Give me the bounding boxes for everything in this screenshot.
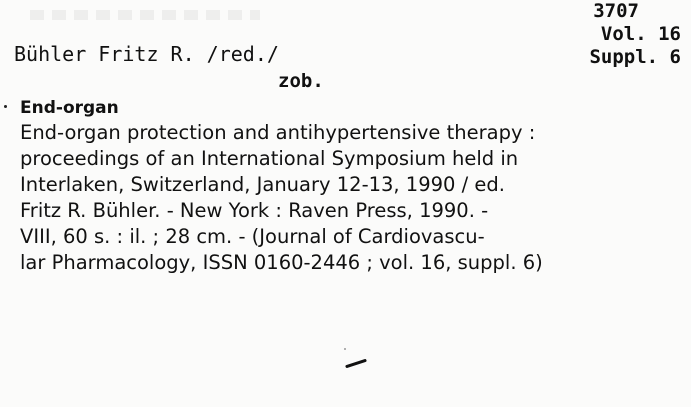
call-number-volume: Vol. 16 (600, 23, 681, 45)
call-number-id: 3707 (593, 0, 639, 22)
subject-heading: End-organ (20, 98, 119, 118)
bibliographic-description (20, 120, 688, 276)
faded-stamp-mark (30, 10, 260, 20)
ink-dot (344, 348, 346, 350)
description-line: End-organ protection and antihypertensive therapy : (20, 121, 536, 144)
call-number-block (589, 0, 681, 69)
location-note: zob. (278, 70, 324, 92)
description-line: VIII, 60 s. : il. ; 28 cm. - (Journal of Cardiovascu- (20, 225, 485, 248)
ink-dot (4, 105, 7, 108)
description-line: Fritz R. Bühler. - New York : Raven Press, 1990. - (20, 199, 489, 222)
description-line: Interlaken, Switzerland, January 12-13, 1990 / ed. (20, 173, 505, 196)
pencil-mark (345, 359, 367, 369)
author-entry: Bühler Fritz R. /red./ (14, 42, 279, 66)
description-line: proceedings of an International Symposium held in (20, 147, 519, 170)
call-number-supplement: Suppl. 6 (589, 46, 681, 68)
description-line: lar Pharmacology, ISSN 0160-2446 ; vol. 16, suppl. 6) (20, 251, 543, 274)
